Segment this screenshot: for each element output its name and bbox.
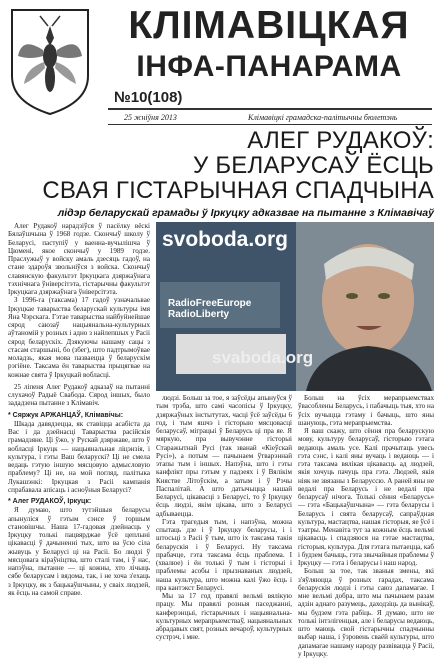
answer-author: * Алег РУДАКОЎ, Іркуцк: <box>8 498 92 505</box>
photo-caption-text: svaboda.org <box>212 348 314 367</box>
paragraph: Шкада давядзецца, як ставіцца асабіста да Вас і да дзейнасці Таварыства расійскія грамадзяне. Ці ўжо, у Рускай дзяржаве, што ў вобласці Іркуцк — нацыянальная ліцэнзія, і культура, і гэты Ваш беларускі? Ці не смела ведаць гэтую іншую мясцовую адмысловую праблему? Ці не, на мой погляд, палітыка Лукашэнкі: Іркуцкая з Расіі кампанія спрабавала апісаць і асноўныя Беларусі? <box>8 419 150 494</box>
paragraph: Я думаю, што тутэйшыя беларусы апынуліся ў гэтым сэнсе ў горшым становішчы. Наша 17-гадовая дзейнасць у Іркуцку толькі пацвярджае ўсё цеплыні цікавасці ў дачыненні тых, што ва ўсю сіла жывуць у Беларусі ці на Расіі. Бо людзі ў мясцовага кіраўніцтва, што сталі там, і ў нас, напэўна, пытанне — ці кожны, хто лічыць сябе беларусам і вядома, так, і не хоча з'ехаць з Іркуцку, як з бацькаўшчыны, у сваіх людзей, як ёсць на самой справе. <box>8 506 150 597</box>
station-line: RadioFreeEurope <box>168 298 252 309</box>
interview-photo <box>156 222 434 391</box>
issue-date: 25 жніўня 2013 <box>124 113 177 122</box>
paragraph: Гэта трагедыя тым, і напэўна, можна спытаць дзе і ў Іркуцку беларусы, і і штосьці з Расіі ў тым, што іх таксама такія беларускія і ў Беларусі. Ну таксама прабачце, гэта таксама ёсць праблема. І (хвалюе) і ён толькі ў тым і гісторыі і праблемы асобы і прызнаваных людзей, наша культура, што можна калі ўжо ёсць і пра кантэкст Беларусі. <box>156 517 292 592</box>
newspaper-title: КЛІМАВІЦКАЯ <box>128 4 410 47</box>
article-column-3 <box>298 394 434 658</box>
paragraph: Я ваш скажу, што сёння пра беларускую мову, культуру беларусаў, гісторыю гэтага ведаюць амаль усе. Калі прачытаць увесь гэта сэнс, і калі яны вучаць і ведаюць — і гэта таксама вялікая цікавасць ад людзей, якія хочуць пачуць пра гэта. Людзей, якія ніяк не звязаны з Беларуссю. А раней яны не ведалі пра Беларусь і не ведалі пра беларусаў нічога. Толькі сёння «Беларусь» — гэта «Бацькаўшчына» — гэта беларусы і Беларусь і свята беларусаў, сапраўдная культура, мастацтва, нашая гісторыя, яе ўсё і тэатры. Менавіта тут за кожным ёсць вельмі цікавасць і спадзяюся на гэтае мастацтва, гісторыя, культура. Для гэтага пытаецца, каб і будзем бачыць, гэта звычайныя праблемы ў Іркуцку — гэта і беларусы і наш народ. <box>298 427 434 567</box>
article-subheading: лідэр беларускай грамады ў Іркуцку адказвае на пытанне з Клімавічаў <box>57 207 434 219</box>
newspaper-title-secondary: ІНФА-ПАНАРАМА <box>136 50 402 83</box>
article-column-2 <box>156 394 292 642</box>
photo-station-text <box>168 298 251 320</box>
paragraph: 25 ліпеня Алег Рудакоў адказаў на пытанні слухачоў Радыё Свабода. Сярод іншых, было зададзена пытанне з Клімавіч. <box>8 382 150 408</box>
paragraph: Больш за тое, так званыя змены, які з'яўляюцца ў розных гарадах, таксама беларускія людзі і гэты саюз дапамагае. І мне вельмі добра, што мы пачынаем разам адзін аднаго разумець, даходзіць да вынікаў, мы будзем гэта рабіць. Я думаю, што не толькі інтэлігенцыя, але і беларусы ведаюць, што маюць свой гістарычны спадчынны выбар наша, і ўзровень сваёй культуры, што дапамагае нашаму народу развівацца ў Расіі, у Іркуцку. <box>298 567 434 658</box>
headline-line: АЛЕГ РУДАКОЎ: <box>247 127 434 154</box>
question-author: * Сяржук АРЖАНЦАЎ, Клімавічы: <box>8 411 124 419</box>
headline-line: СВАЯ ГІСТАРЫЧНАЯ СПАДЧЫНА <box>42 177 434 204</box>
divider <box>108 124 432 125</box>
photo-brand-text: svoboda.org <box>162 228 289 251</box>
issue-number: №10(108) <box>114 89 183 106</box>
paragraph: людзі. Больш за тое, я заўсёды апынуўся ў тым трэба, што самі часопісы ў Іркуцку, дзяржаўных інстытутах, часці ўсё заўсёды 6 год, і тым яшчэ і гісторыю мясцовасці беларусаў, міграцыі ў Беларусь ці пра яе. Я мяркую, пра вывучэнне гісторыі Старажытнай Русі (так званай «Кіеўскай Русі»), а потым — пачынаем ўтварэннай этапы тым і іншых. Напэўна, што і гэты канфлікт пры гэтым у падзеях і ў Вялікім Княстве Літоўскім, а затым і ў Рэчы Паспалітай. А што датычыцца нашай Беларусі, цікавасці з Беларусі, то ў Іркуцку ёсць людзі, якім цікава, што з Беларусі адбываецца. <box>156 394 292 518</box>
article-headline <box>40 128 434 203</box>
headline-line: У БЕЛАРУСАЎ ЁСЦЬ <box>193 152 434 179</box>
paragraph: Больш на ўсіх мерапрыемствах ўвасоблены Беларусь, і пабачыць тыя, хто на ўсіх вучыцца гэтаму і бачыць, што яны шануюць, гэта мерапрыемства. <box>298 394 434 427</box>
masthead <box>0 0 440 126</box>
paragraph: Мы за 17 год правялі вельмі вялікую працу. Мы правялі розныя паседжанні, канферэнцыі, гістарычных і нацыянальна-культурных мерапрыемстваў, нацыянальных абрадавых свят, розных вечароў, культурных сустрэч, і мне. <box>156 592 292 642</box>
paragraph: З 1996-га (таксама) 17 гадоў узначальвае Іркуцкае таварыства беларускай культуры імя Яна Чэрскага. Гэтае таварыства найбуйнейшае сярод саюзаў нацыянальна-культурных аўтаномій у розных і адно з найлепшых у Расіі сярод беларускіх. Дзякуючы нашаму сацы з стасам старшыні, бо (збег), што падтрымоўвае моладзь, якая мова пазваецца ў беларускім рэгіёне. Таксама ён таварыства прыцягвае на кожнае свята ў Іркуцкай вобласці. <box>8 296 150 379</box>
coat-of-arms-icon <box>8 6 92 116</box>
station-line: RadioLiberty <box>168 309 230 320</box>
divider <box>108 108 432 110</box>
paragraph: Алег Рудакоў нарадзіўся ў пасёлку вёскі Бялаўшчына ў 1968 годзе. Скончыў школу ў Беларусі, паступіў у ваенна-вучылішча ў Цюмені, якое скончыў у 1989 годзе. Праслужыў у войску амаль дзесяць гадоў, на стане здароўя звольніўся з войска. Скончыў славянскую факультэт Іркуцкага дзяржаўнага тэхнічнага ўніверсітэта, гістарычны факультэт Іркуцкага дзяржаўнага ўніверсітэта. <box>8 222 150 296</box>
masthead-subtitle: Клімавіцкі грамадска-палітычны бюлетэнь <box>248 113 398 122</box>
article-column-1 <box>8 222 150 597</box>
